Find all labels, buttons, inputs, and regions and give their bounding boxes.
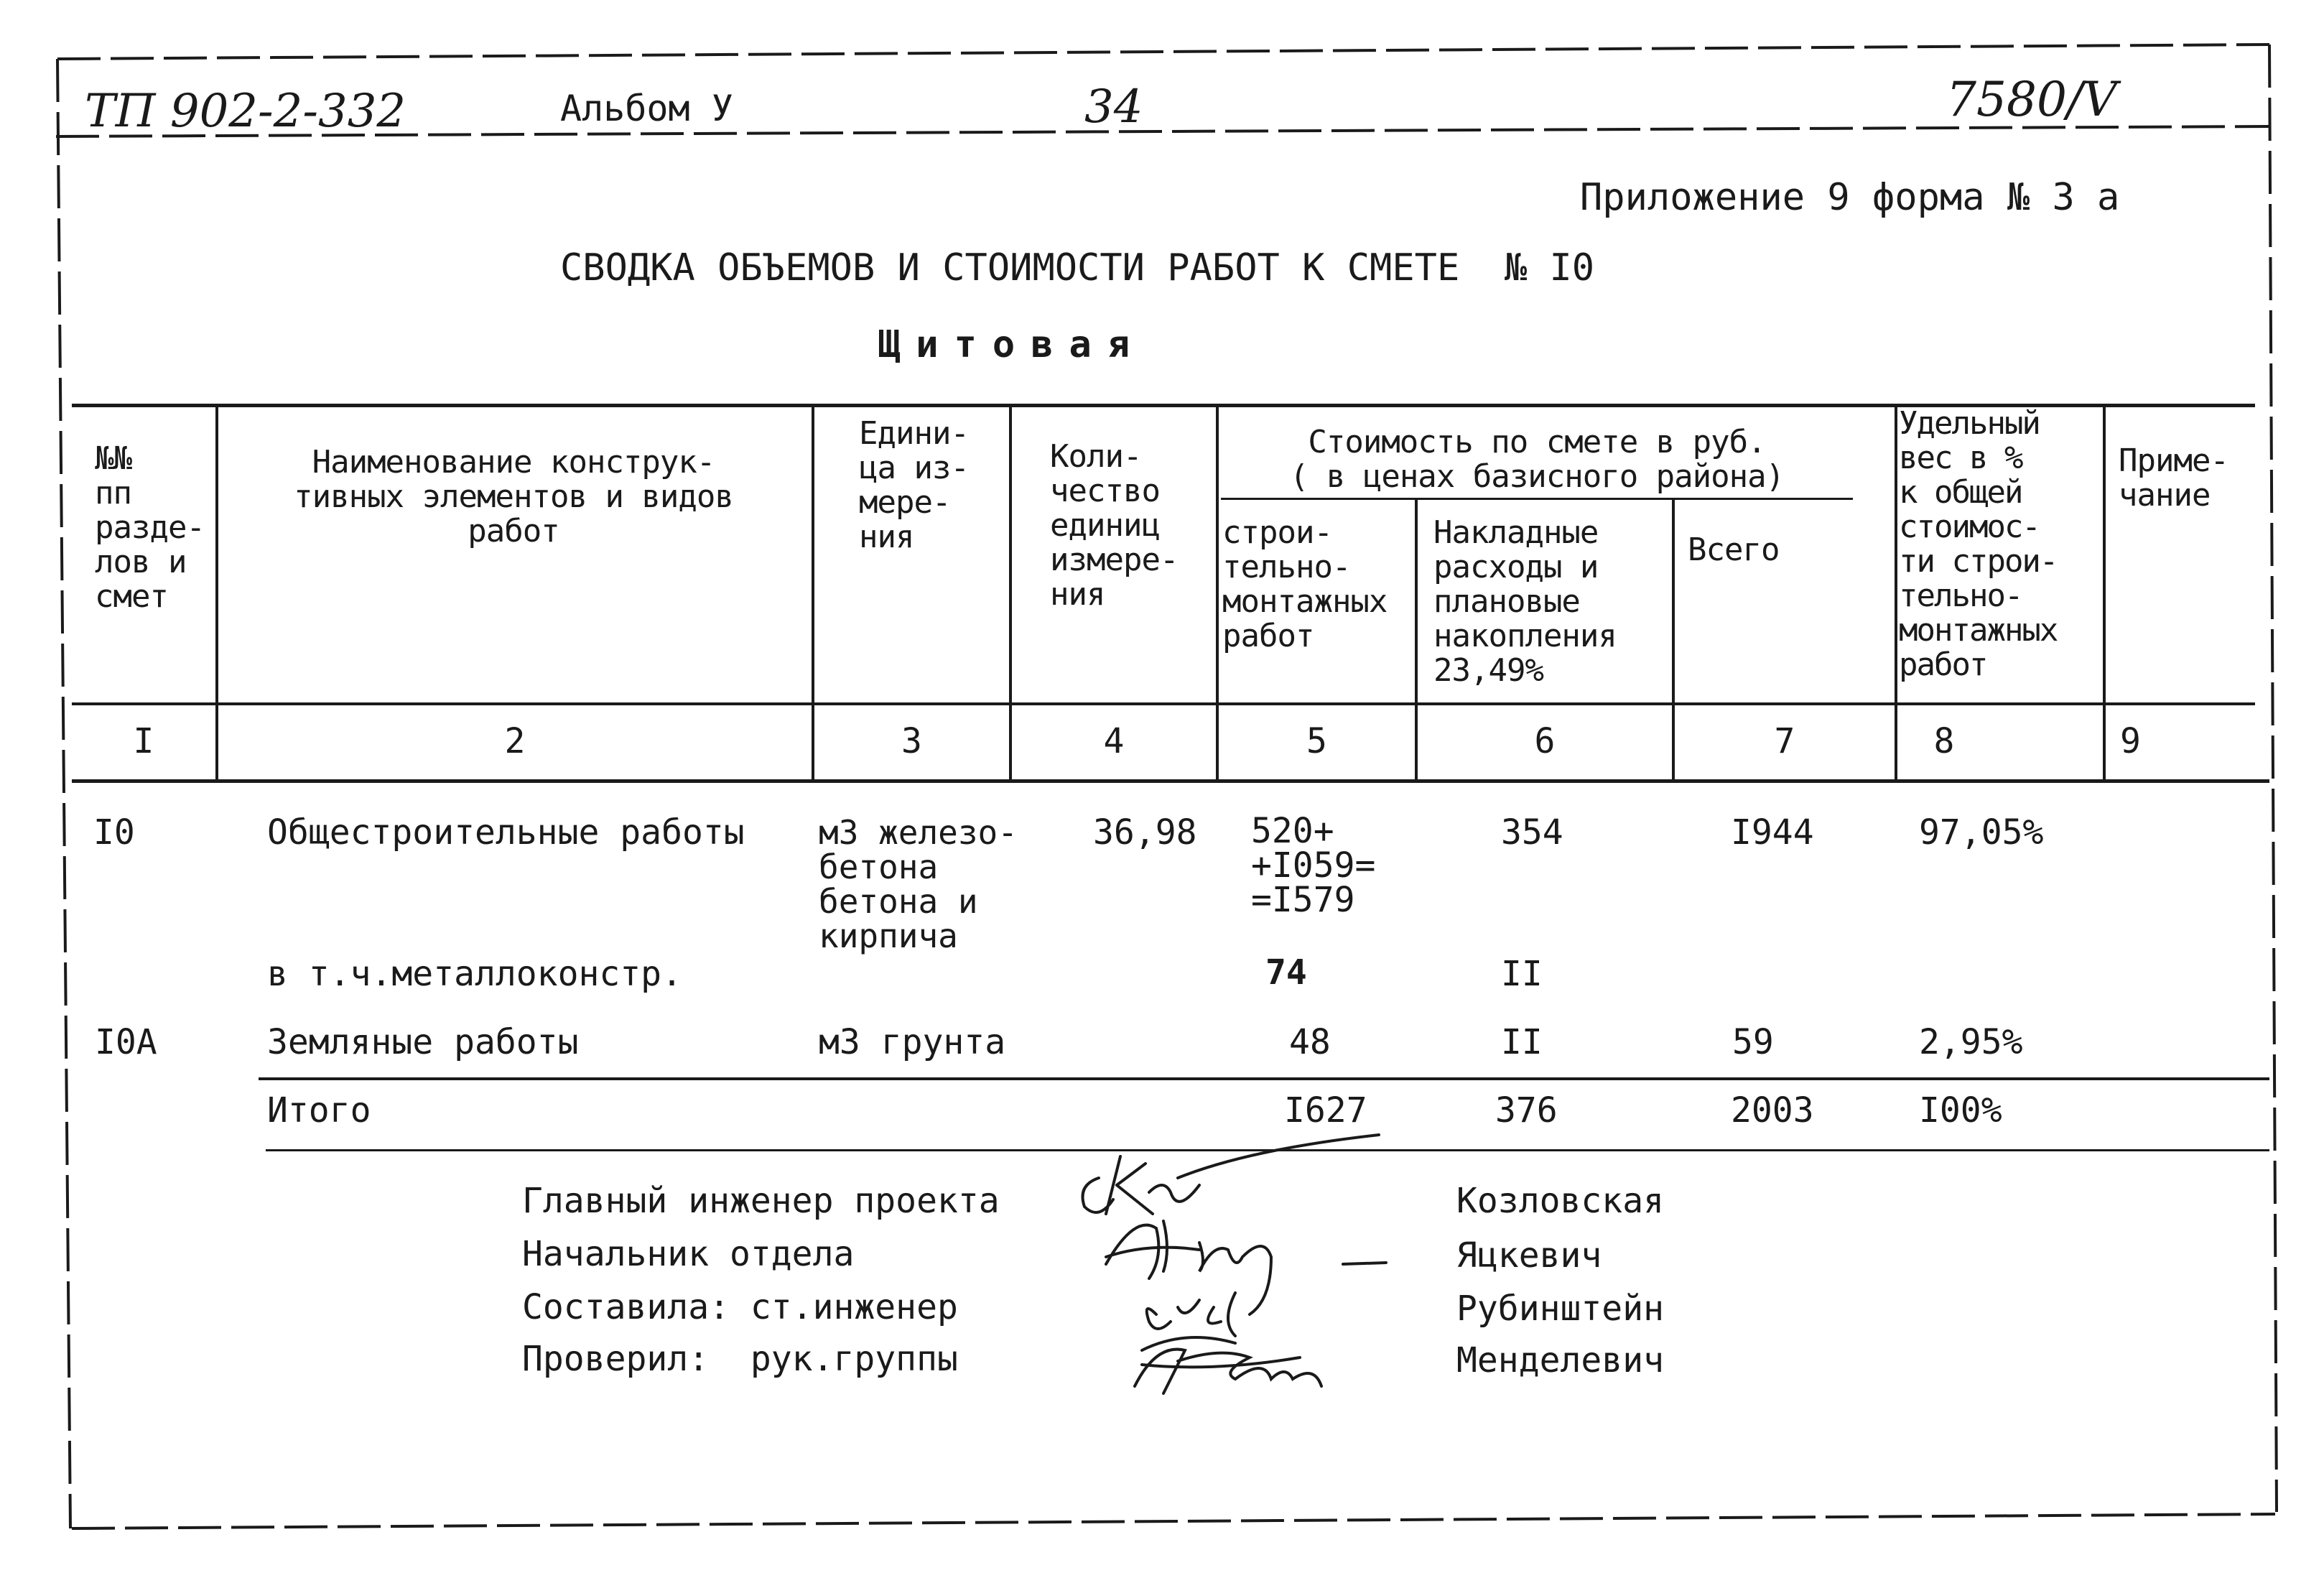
appendix-note: Приложение 9 форма № 3 а bbox=[1580, 176, 2120, 219]
row-construction-cost: 48 bbox=[1289, 1022, 1331, 1062]
signature-mark bbox=[1106, 1221, 1386, 1314]
document-title: СВОДКА ОБЪЕМОВ И СТОИМОСТИ РАБОТ К СМЕТЕ № I0 bbox=[560, 246, 1595, 289]
signatory-name: Менделевич bbox=[1456, 1340, 1664, 1380]
column-number: 3 bbox=[901, 721, 922, 761]
header-unit: Едини- ца из- мере- ния bbox=[859, 415, 969, 555]
header-quantity: Коли- чество единиц измере- ния bbox=[1050, 438, 1179, 613]
row-share: 2,95% bbox=[1919, 1022, 2023, 1062]
total-sum: 2003 bbox=[1731, 1090, 1814, 1131]
row-total: I944 bbox=[1731, 812, 1814, 853]
column-number: 5 bbox=[1306, 721, 1327, 761]
header-total: Всего bbox=[1688, 532, 1780, 568]
column-number: 4 bbox=[1103, 721, 1125, 761]
signatory-role: Главный инженер проекта bbox=[522, 1181, 1000, 1221]
document-code: ТП 902-2-332 bbox=[85, 85, 406, 138]
row-construction-cost: 520+ +I059= =I579 bbox=[1251, 811, 1376, 920]
column-number: 6 bbox=[1534, 721, 1556, 761]
row-overhead: II bbox=[1501, 1022, 1543, 1062]
document-subtitle: Щитовая bbox=[878, 323, 1146, 366]
total-label: Итого bbox=[267, 1090, 371, 1131]
header-element-name: Наименование конструк- тивных элементов и видов работ bbox=[294, 444, 733, 549]
total-overhead: 376 bbox=[1495, 1090, 1558, 1131]
album-label: Альбом У bbox=[560, 88, 733, 129]
header-share: Удельный вес в % к общей стоимос- ти строи- тельно- монтажных работ bbox=[1899, 405, 2058, 683]
signature-mark bbox=[1135, 1337, 1321, 1393]
header-cost-group: Стоимость по смете в руб. ( в ценах базисного района) bbox=[1289, 424, 1785, 495]
total-construction-cost: I627 bbox=[1284, 1090, 1367, 1131]
signatory-role: Составила: ст.инженер bbox=[522, 1287, 958, 1327]
row-element-name: Земляные работы bbox=[267, 1022, 579, 1062]
header-section-number: №№ пп разде- лов и смет bbox=[95, 440, 205, 615]
header-note: Приме- чание bbox=[2119, 442, 2228, 514]
signature-mark bbox=[1147, 1293, 1235, 1336]
column-number: 8 bbox=[1933, 721, 1955, 761]
row-total: 59 bbox=[1732, 1022, 1774, 1062]
signature-mark bbox=[1083, 1135, 1380, 1214]
signatory-role: Проверил: рук.группы bbox=[522, 1339, 958, 1379]
column-number: 2 bbox=[504, 721, 526, 761]
header-overhead: Накладные расходы и плановые накопления 23,49% bbox=[1433, 514, 1617, 689]
column-number: 9 bbox=[2120, 721, 2141, 761]
row-element-name: Общестроительные работы bbox=[267, 812, 745, 853]
row-element-name: в т.ч.металлоконстр. bbox=[267, 954, 682, 994]
archive-number: 7580/V bbox=[1946, 72, 2117, 127]
row-section-number: I0 bbox=[93, 812, 135, 853]
row-section-number: I0А bbox=[95, 1022, 157, 1062]
header-construction-cost: строи- тельно- монтажных работ bbox=[1222, 514, 1388, 654]
signatory-role: Начальник отдела bbox=[522, 1234, 855, 1274]
signatory-name: Козловская bbox=[1456, 1181, 1664, 1221]
column-number: I bbox=[133, 721, 154, 761]
signatory-name: Рубинштейн bbox=[1456, 1289, 1664, 1329]
column-number: 7 bbox=[1774, 721, 1795, 761]
row-share: 97,05% bbox=[1919, 812, 2044, 853]
row-quantity: 36,98 bbox=[1093, 812, 1197, 853]
total-share: I00% bbox=[1919, 1090, 2002, 1131]
page-number: 34 bbox=[1084, 80, 1143, 134]
row-construction-cost: 74 bbox=[1265, 952, 1307, 993]
row-unit: м3 железо- бетона бетона и кирпича bbox=[819, 813, 1018, 955]
row-unit: м3 грунта bbox=[819, 1022, 1006, 1062]
row-overhead: II bbox=[1501, 954, 1543, 994]
row-overhead: 354 bbox=[1501, 812, 1563, 853]
signatory-name: Яцкевич bbox=[1456, 1235, 1602, 1276]
